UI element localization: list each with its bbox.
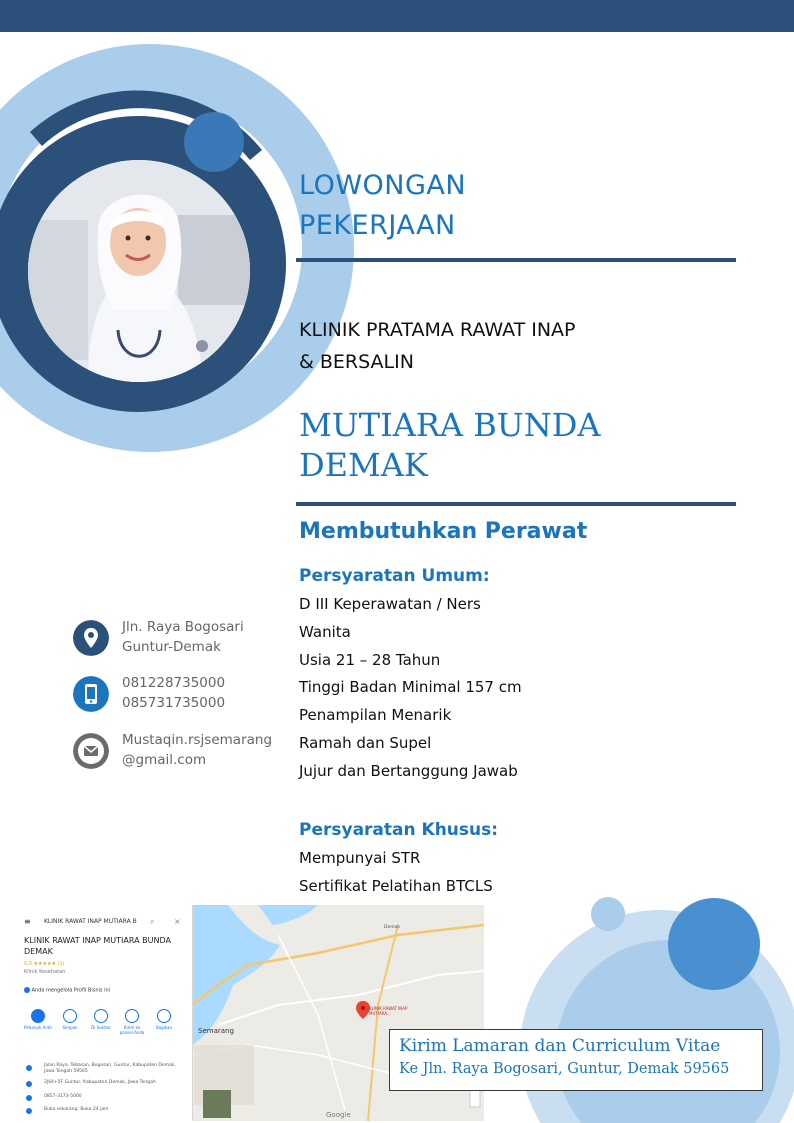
list-item: Usia 21 – 28 Tahun [299, 650, 441, 669]
address-line-1: Jln. Raya Bogosari [122, 619, 244, 635]
clinic-type-line-2: & BERSALIN [299, 351, 414, 373]
list-item: Wanita [299, 622, 351, 641]
clinic-name-line-1: MUTIARA BUNDA [299, 406, 601, 444]
divider-top [296, 258, 736, 262]
email-line-1: Mustaqin.rsjsemarang [122, 732, 273, 748]
callout-line-1: Kirim Lamaran dan Curriculum Vitae [399, 1036, 721, 1056]
place-address: Jalan Raya, Tebasan, Bogosari, Guntur, Kabupaten Demak, Jawa Tengah 59565 [44, 1063, 176, 1074]
place-hours[interactable]: Buka sekarang: Buka 24 jam [44, 1107, 109, 1112]
phone-number-2: 085731735000 [122, 695, 226, 711]
place-plus-code: 2J64+5F Guntur, Kabupaten Demak, Jawa Tengah [44, 1080, 156, 1085]
list-item: D III Keperawatan / Ners [299, 595, 481, 613]
clinic-name [299, 405, 600, 485]
application-callout [389, 1029, 763, 1091]
mail-icon [73, 733, 109, 769]
phone-icon [26, 1095, 32, 1101]
map-city-label: Semarang [198, 1027, 234, 1035]
special-requirements-title: Persyaratan Khusus: [299, 820, 499, 840]
place-claim [24, 987, 110, 994]
general-requirements-title: Persyaratan Umum: [299, 566, 490, 586]
action-label: Petunjuk Arah [24, 1025, 52, 1030]
job-heading: Membutuhkan Perawat [299, 519, 588, 544]
clock-icon [26, 1108, 32, 1114]
title-line-1: LOWONGAN [299, 170, 467, 201]
map-search-box[interactable] [22, 911, 186, 933]
list-item: Jujur dan Bertanggung Jawab [299, 761, 518, 780]
save-button[interactable] [56, 1009, 84, 1030]
list-item: Mempunyai STR [299, 849, 421, 867]
list-item: Penampilan Menarik [299, 706, 452, 725]
action-label: Bagikan [155, 1025, 173, 1030]
title-line-2: PEKERJAAN [299, 210, 456, 241]
contact-phone [73, 676, 288, 716]
list-item: Sertifikat Pelatihan BTCLS [299, 876, 493, 895]
bottom-small-dot [591, 897, 625, 931]
map-search-input[interactable]: KLINIK RAWAT INAP MUTIARA B [44, 918, 137, 925]
phone-number-1: 081228735000 [122, 675, 226, 691]
phone-icon [73, 676, 109, 712]
special-requirements-list [299, 845, 493, 901]
email-line-2: @gmail.com [122, 752, 207, 768]
map-side-panel [18, 905, 193, 1121]
address-icon [26, 1065, 32, 1071]
close-icon[interactable]: × [174, 917, 181, 926]
verified-icon [24, 987, 30, 993]
map-pin-label: KLINIK RAWAT INAP MUTIARA... [369, 1006, 408, 1016]
nearby-button[interactable] [87, 1009, 115, 1030]
action-label: Kirim ke ponsel Anda [119, 1025, 145, 1035]
place-rating: 5,0 ★★★★★ (1) [24, 961, 65, 967]
place-phone: 0857-3173-5000 [44, 1094, 82, 1099]
menu-icon[interactable]: ≡ [24, 917, 31, 926]
page-title [299, 166, 466, 246]
contact-email [73, 733, 288, 773]
action-label: Di Sekitar [91, 1025, 111, 1030]
search-icon[interactable]: ⌕ [150, 917, 155, 926]
clinic-type-line-1: KLINIK PRATAMA RAWAT INAP [299, 319, 576, 341]
nurse-photo [28, 160, 250, 382]
list-item: Tinggi Badan Minimal 157 cm [299, 678, 522, 697]
share-button[interactable] [150, 1009, 178, 1030]
small-blue-dot [184, 112, 244, 172]
address-line-2: Guntur-Demak [122, 639, 221, 655]
map-town-label: Demak [384, 925, 400, 930]
place-title: KLINIK RAWAT INAP MUTIARA BUNDA DEMAK [24, 936, 171, 956]
clinic-name-line-2: DEMAK [299, 446, 428, 484]
bottom-blue-dot [668, 898, 760, 990]
directions-button[interactable] [24, 1009, 52, 1030]
list-item: Ramah dan Supel [299, 733, 432, 752]
divider-bottom [296, 502, 736, 506]
send-to-phone-button[interactable] [118, 1009, 146, 1035]
plus-code-icon [26, 1081, 32, 1087]
action-label: Simpan [62, 1025, 78, 1030]
general-requirements-list [299, 591, 522, 786]
clinic-type [299, 314, 576, 378]
location-pin-icon [73, 620, 109, 656]
claim-text: Anda mengelola Profil Bisnis ini [31, 987, 111, 994]
contact-address [73, 620, 288, 660]
callout-line-2: Ke Jln. Raya Bogosari, Guntur, Demak 59565 [399, 1061, 730, 1077]
place-category: Klinik Kesehatan [24, 969, 66, 975]
google-logo: Google [326, 1111, 351, 1119]
